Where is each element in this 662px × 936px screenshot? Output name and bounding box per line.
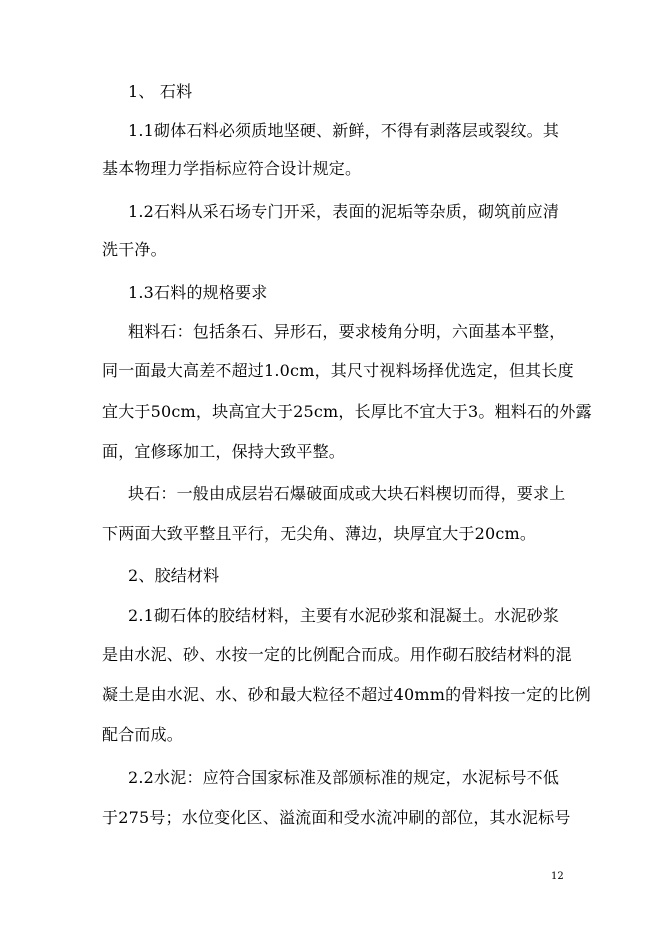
heading-binding-material: 2、胶结材料 — [128, 566, 220, 585]
paragraph-line: 洗干净。 — [102, 240, 167, 259]
paragraph-line: 2.2水泥：应符合国家标准及部颁标准的规定，水泥标号不低 — [128, 768, 560, 787]
paragraph-line: 凝土是由水泥、水、砂和最大粒径不超过40mm的骨料按一定的比例 — [102, 685, 591, 704]
paragraph-line: 同一面最大高差不超过1.0cm，其尺寸视料场择优选定，但其长度 — [102, 361, 574, 380]
paragraph-line: 面，宜修琢加工，保持大致平整。 — [102, 442, 346, 461]
subheading-stone-specification: 1.3石料的规格要求 — [128, 283, 268, 302]
paragraph-line: 下两面大致平整且平行，无尖角、薄边，块厚宜大于20cm。 — [102, 524, 537, 543]
paragraph-line: 块石：一般由成层岩石爆破面成或大块石料楔切而得，要求上 — [128, 484, 566, 503]
page-number: 12 — [551, 871, 564, 882]
paragraph-line: 配合而成。 — [102, 725, 184, 744]
paragraph-line: 是由水泥、砂、水按一定的比例配合而成。用作砌石胶结材料的混 — [102, 645, 572, 664]
paragraph-line: 基本物理力学指标应符合设计规定。 — [102, 159, 362, 178]
paragraph-line: 2.1砌石体的胶结材料，主要有水泥砂浆和混凝土。水泥砂浆 — [128, 606, 560, 625]
paragraph-line: 宜大于50cm，块高宜大于25cm，长厚比不宜大于3。粗料石的外露 — [102, 402, 592, 421]
paragraph-line: 1.2石料从采石场专门开采，表面的泥垢等杂质，砌筑前应清 — [128, 202, 560, 221]
heading-stone-material: 1、 石料 — [128, 82, 193, 101]
paragraph-line: 粗料石：包括条石、异形石，要求棱角分明，六面基本平整， — [128, 322, 566, 341]
paragraph-line: 1.1砌体石料必须质地坚硬、新鲜，不得有剥落层或裂纹。其 — [128, 121, 560, 140]
paragraph-line: 于275号；水位变化区、溢流面和受水流冲刷的部位，其水泥标号 — [102, 808, 571, 827]
